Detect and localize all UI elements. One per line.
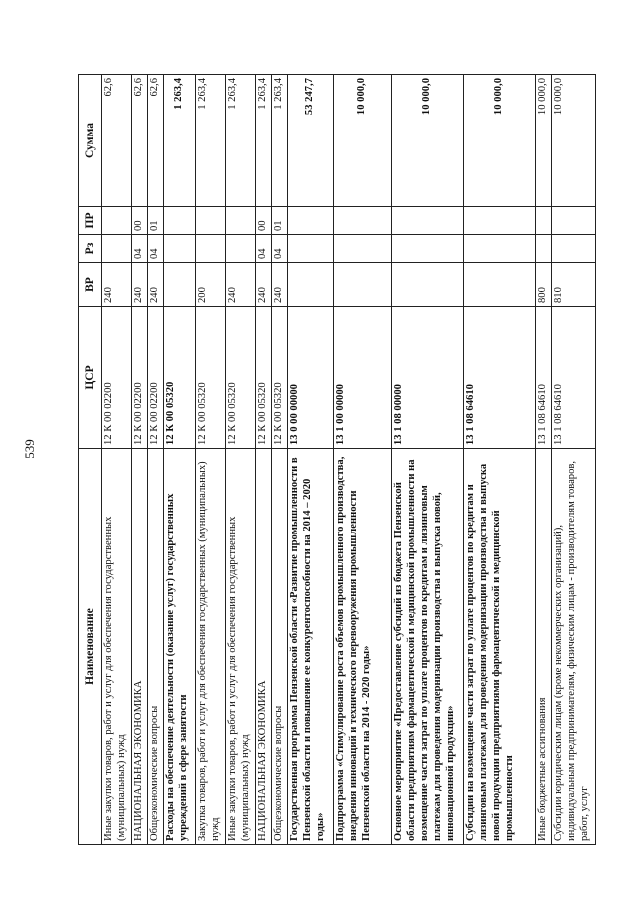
- cell-csr: 12 К 00 05320: [272, 307, 288, 449]
- table-row: [334, 75, 392, 845]
- page-number: 539: [21, 439, 37, 459]
- cell-vr: 240: [256, 263, 272, 307]
- cell-rz: [392, 235, 464, 263]
- header-sum: Сумма: [79, 75, 102, 207]
- cell-pr: [226, 207, 256, 235]
- cell-csr: 13 1 08 64610: [536, 307, 552, 449]
- cell-rz: [164, 235, 196, 263]
- cell-sum: 62,6: [102, 75, 132, 207]
- cell-sum: 10 000,0: [536, 75, 552, 207]
- table-row: [256, 75, 272, 845]
- cell-name: Закупка товаров, работ и услуг для обеспечения государственных (муниципальных) нужд: [196, 449, 226, 845]
- cell-pr: [536, 207, 552, 235]
- cell-sum: 53 247,7: [288, 75, 334, 207]
- cell-rz: [102, 235, 132, 263]
- cell-sum: 62,6: [148, 75, 164, 207]
- cell-sum: 1 263,4: [272, 75, 288, 207]
- cell-name: Иные закупки товаров, работ и услуг для обеспечения государственных (муниципальных) нужд: [226, 449, 256, 845]
- header-vr: ВР: [79, 263, 102, 307]
- cell-vr: 240: [226, 263, 256, 307]
- cell-name: Иные закупки товаров, работ и услуг для обеспечения государственных (муниципальных) нужд: [102, 449, 132, 845]
- table-row: [288, 75, 334, 845]
- table-row: [272, 75, 288, 845]
- cell-vr: 240: [132, 263, 148, 307]
- table-header-row: [79, 75, 102, 845]
- cell-csr: 13 0 00 00000: [288, 307, 334, 449]
- table-row: [552, 75, 596, 845]
- cell-name: Расходы на обеспечение деятельности (оказание услуг) государственных учреждений в сфере занятости: [164, 449, 196, 845]
- cell-rz: 04: [272, 235, 288, 263]
- cell-rz: [226, 235, 256, 263]
- cell-pr: [288, 207, 334, 235]
- cell-name: Основное мероприятие «Предоставление субсидий из бюджета Пензенской области предприятиям фармацевтической и медицинской промышленности на возмещение части затрат по уплате процентов по кредитам и лизинговым платежам для проведения модернизации производства и выпуска новой, инновационной продукции»: [392, 449, 464, 845]
- cell-vr: [334, 263, 392, 307]
- cell-sum: 10 000,0: [464, 75, 536, 207]
- cell-vr: 240: [148, 263, 164, 307]
- budget-table: [78, 74, 596, 845]
- cell-rz: [536, 235, 552, 263]
- cell-csr: 12 К 00 02200: [148, 307, 164, 449]
- cell-vr: 240: [102, 263, 132, 307]
- table-row: [148, 75, 164, 845]
- cell-rz: 04: [132, 235, 148, 263]
- cell-csr: 13 1 08 00000: [392, 307, 464, 449]
- cell-vr: 240: [272, 263, 288, 307]
- table-row: [196, 75, 226, 845]
- header-rz: Рз: [79, 235, 102, 263]
- cell-sum: 1 263,4: [256, 75, 272, 207]
- table-row: [392, 75, 464, 845]
- cell-sum: 62,6: [132, 75, 148, 207]
- cell-vr: [288, 263, 334, 307]
- table-row: [536, 75, 552, 845]
- cell-name: Субсидии на возмещение части затрат по уплате процентов по кредитам и лизинговым платежам для проведения модернизации производства и выпуска новой продукции предприятиями фармацевтической и медицинской промышленности: [464, 449, 536, 845]
- cell-sum: 10 000,0: [334, 75, 392, 207]
- cell-csr: 12 К 00 05320: [196, 307, 226, 449]
- table-body: [102, 75, 596, 845]
- cell-pr: 00: [256, 207, 272, 235]
- cell-pr: [552, 207, 596, 235]
- cell-pr: 01: [148, 207, 164, 235]
- cell-csr: 12 К 00 05320: [256, 307, 272, 449]
- cell-sum: 1 263,4: [196, 75, 226, 207]
- cell-pr: [392, 207, 464, 235]
- cell-sum: 1 263,4: [226, 75, 256, 207]
- cell-csr: 12 К 00 05320: [226, 307, 256, 449]
- cell-rz: [552, 235, 596, 263]
- header-pr: ПР: [79, 207, 102, 235]
- cell-pr: [102, 207, 132, 235]
- cell-name: Общеэкономические вопросы: [148, 449, 164, 845]
- cell-name: Иные бюджетные ассигнования: [536, 449, 552, 845]
- cell-rz: 04: [256, 235, 272, 263]
- cell-csr: 12 К 00 02200: [102, 307, 132, 449]
- cell-pr: [464, 207, 536, 235]
- cell-name: НАЦИОНАЛЬНАЯ ЭКОНОМИКА: [256, 449, 272, 845]
- cell-rz: [288, 235, 334, 263]
- budget-table-rotated: [78, 75, 590, 845]
- cell-sum: 1 263,4: [164, 75, 196, 207]
- cell-sum: 10 000,0: [552, 75, 596, 207]
- cell-rz: 04: [148, 235, 164, 263]
- cell-name: Государственная программа Пензенской области «Развитие промышленности в Пензенской области и повышение ее конкурентоспособности на 2014 – 2020 годы»: [288, 449, 334, 845]
- cell-rz: [334, 235, 392, 263]
- cell-vr: 810: [552, 263, 596, 307]
- cell-vr: [164, 263, 196, 307]
- table-row: [102, 75, 132, 845]
- header-csr: ЦСР: [79, 307, 102, 449]
- cell-name: Подпрограмма «Стимулирование роста объемов промышленного производства, внедрения инноваций и технического перевооружения промышленности Пензенской области на 2014 - 2020 годы»: [334, 449, 392, 845]
- cell-name: Общеэкономические вопросы: [272, 449, 288, 845]
- table-row: [132, 75, 148, 845]
- cell-vr: [464, 263, 536, 307]
- cell-pr: 01: [272, 207, 288, 235]
- cell-name: Субсидии юридическим лицам (кроме некоммерческих организаций), индивидуальным предпринимателям, физическим лицам - производителям товаров, работ, услуг: [552, 449, 596, 845]
- header-name: Наименование: [79, 449, 102, 845]
- cell-csr: 13 1 00 00000: [334, 307, 392, 449]
- cell-name: НАЦИОНАЛЬНАЯ ЭКОНОМИКА: [132, 449, 148, 845]
- cell-rz: [196, 235, 226, 263]
- cell-pr: [196, 207, 226, 235]
- cell-csr: 12 К 00 02200: [132, 307, 148, 449]
- cell-csr: 13 1 08 64610: [552, 307, 596, 449]
- cell-csr: 12 К 00 05320: [164, 307, 196, 449]
- cell-pr: 00: [132, 207, 148, 235]
- table-row: [464, 75, 536, 845]
- table-row: [164, 75, 196, 845]
- cell-pr: [164, 207, 196, 235]
- cell-sum: 10 000,0: [392, 75, 464, 207]
- table-row: [226, 75, 256, 845]
- cell-vr: 800: [536, 263, 552, 307]
- cell-pr: [334, 207, 392, 235]
- cell-csr: 13 1 08 64610: [464, 307, 536, 449]
- cell-vr: 200: [196, 263, 226, 307]
- cell-vr: [392, 263, 464, 307]
- cell-rz: [464, 235, 536, 263]
